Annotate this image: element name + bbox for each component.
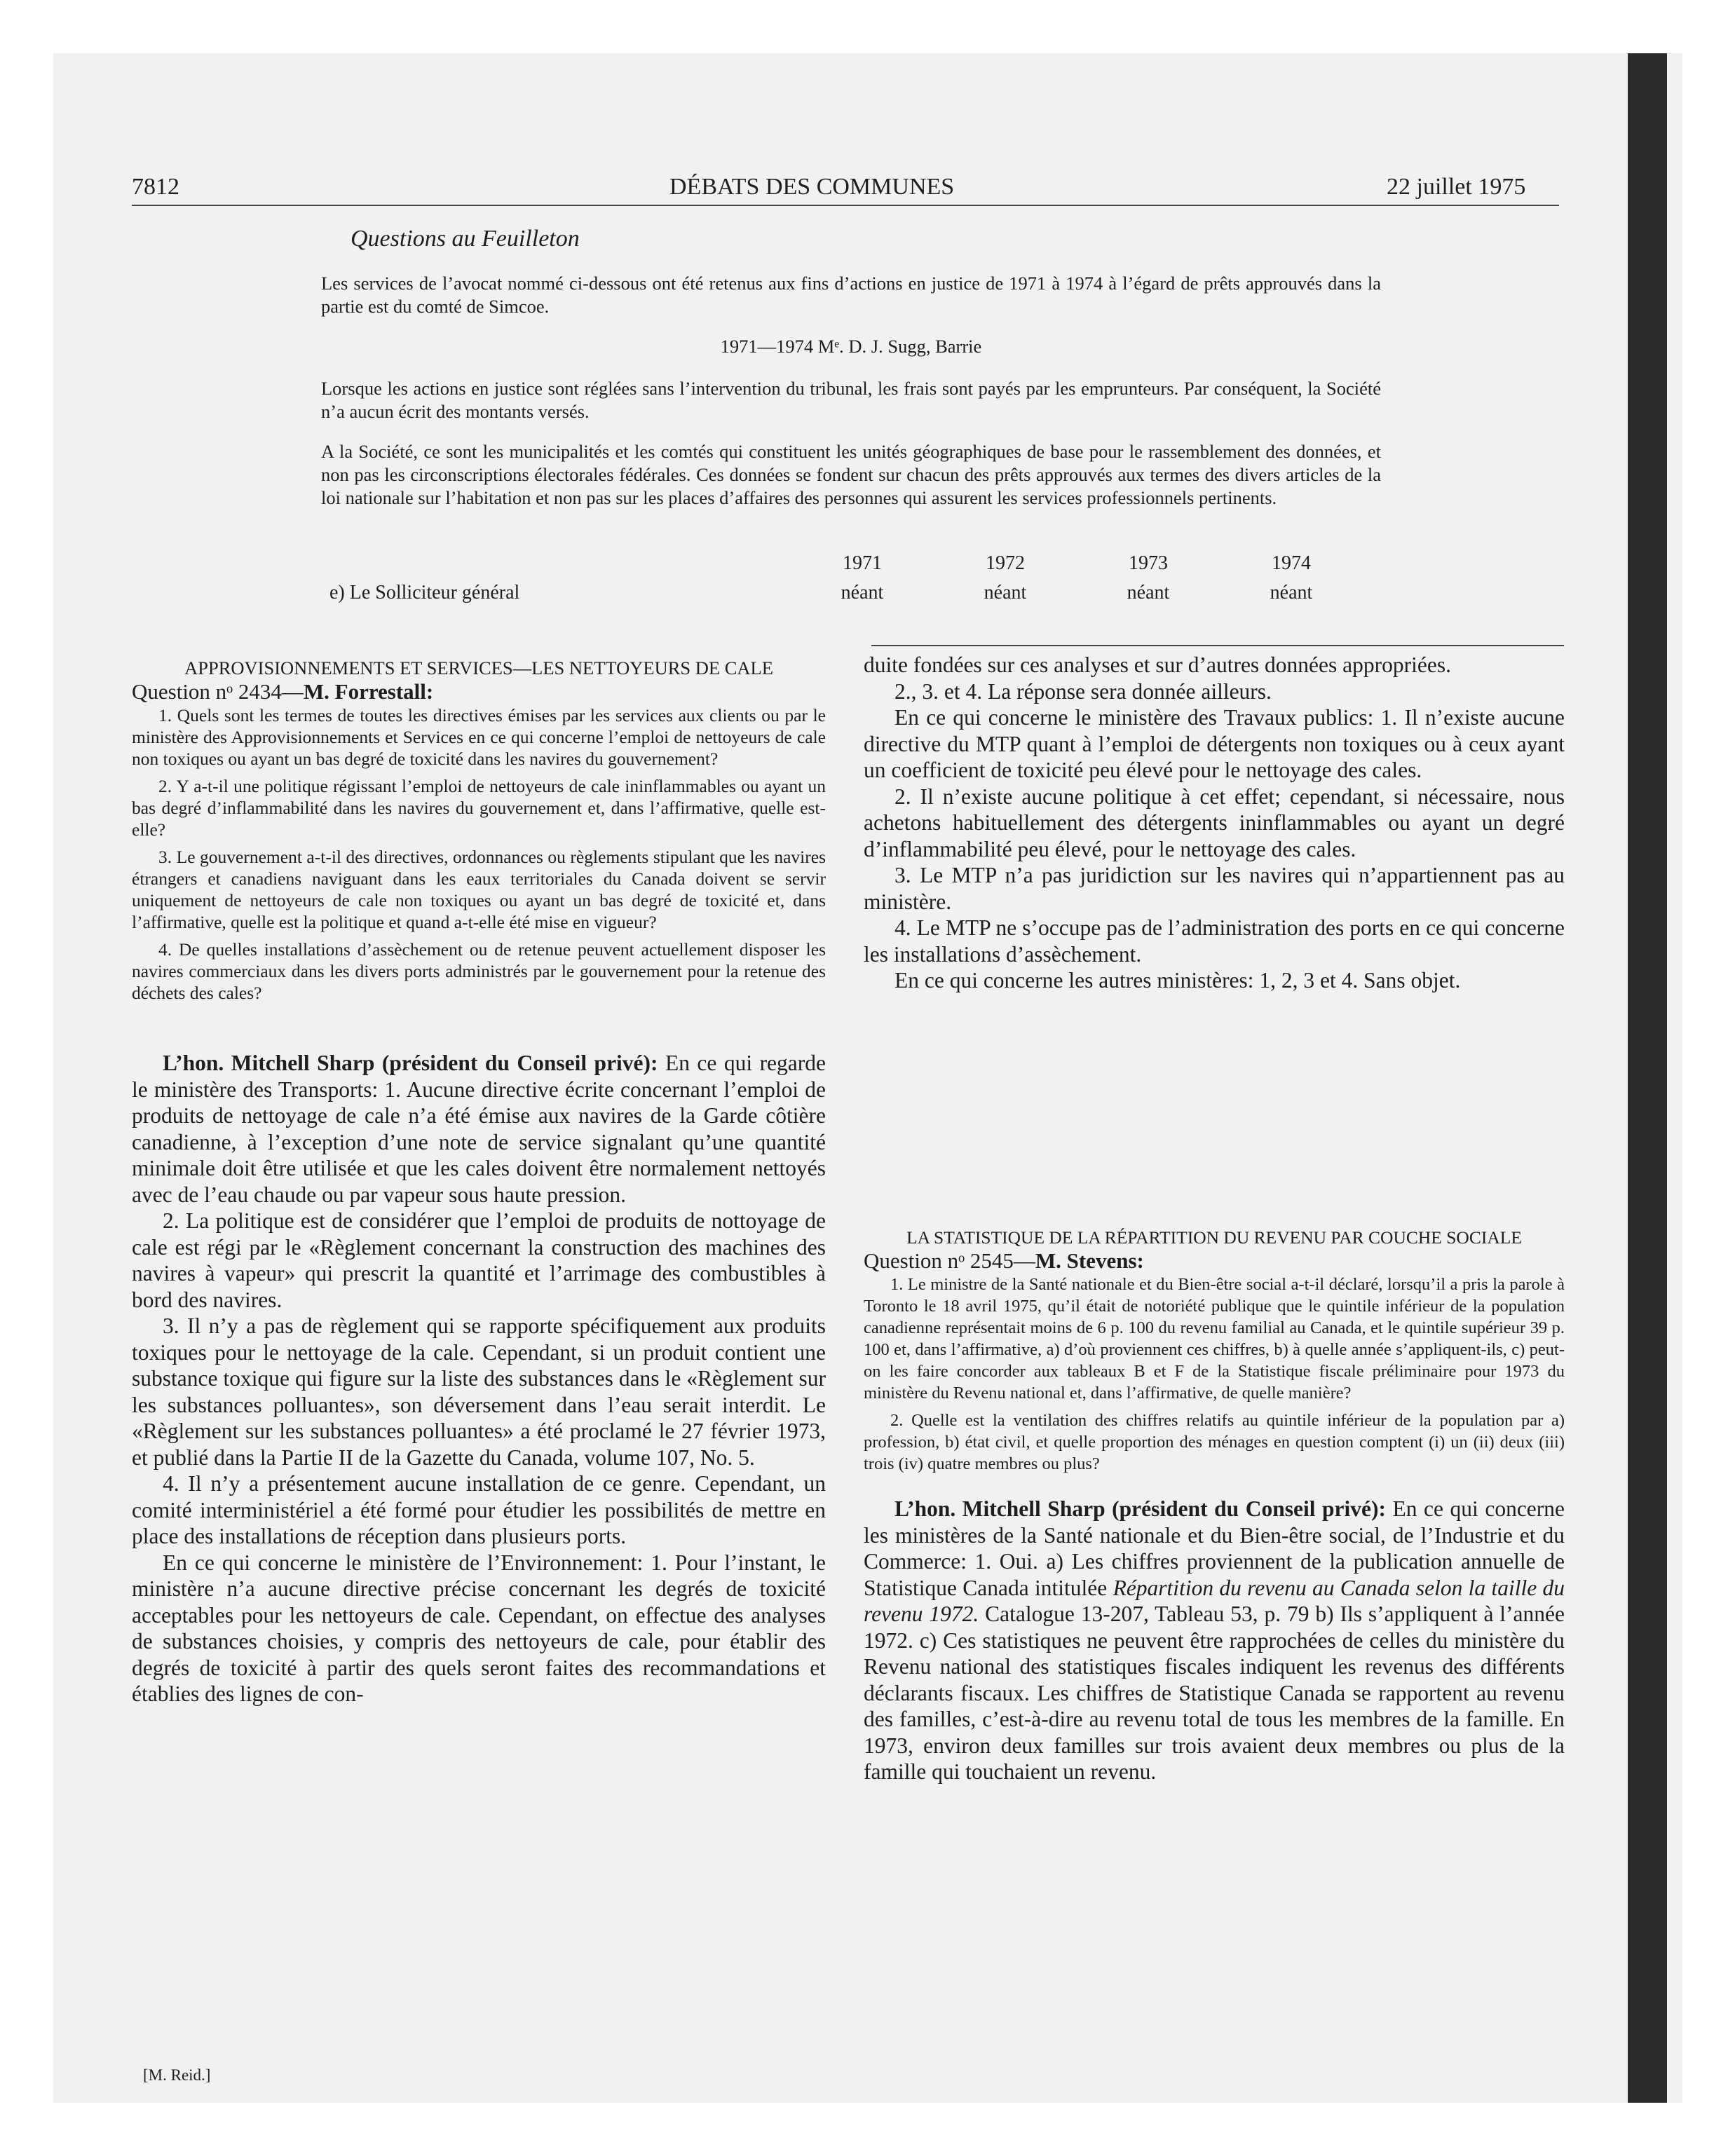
answer-text: En ce qui concerne les ministères de la Santé nationale et du Bien-être social, de l’Industrie et du Commerce: 1. Oui. a) Les chiffres proviennent de la publication annuelle de Statistique Canada intitulée <box>864 1496 1565 1600</box>
section-heading: LA STATISTIQUE DE LA RÉPARTITION DU REVENU PAR COUCHE SOCIALE <box>906 1227 1522 1248</box>
answer-text: Catalogue 13-207, Tableau 53, p. 79 b) Ils s’appliquent à l’année 1972. c) Ces statistiques ne peuvent être rapprochées de celles du ministère du Revenu national des statistiques fiscales indiquent les revenus des différents déclarants fiscaux. Les chiffres de Statistique Canada se rapportent au revenu des familles, c’est-à-dire au revenu total de tous les membres de la famille. En 1973, environ deux familles sur trois avaient deux membres ou plus de la famille qui touchaient un revenu. <box>864 1602 1565 1784</box>
table-cell: néant <box>841 582 884 603</box>
answer-paragraph: En ce qui concerne les autres ministères: 1, 2, 3 et 4. Sans objet. <box>894 968 1461 992</box>
paragraph: Lorsque les actions en justice sont réglées sans l’intervention du tribunal, les frais sont payés par les emprunteurs. Par conséquent, la Société n’a aucun écrit des montants versés. <box>321 378 1381 422</box>
answer-paragraph: En ce qui concerne le ministère de l’Environnement: 1. Pour l’instant, le ministère n’a aucune directive précise concernant les degrés de toxicité acceptables pour les nettoyeurs de cale. Cependant, on effectue des analyses de substances choisies, y compris des nettoyeurs de cale, pour établir des degrés de toxicité à partir des quels seront faites des recommandations et établies des lignes de con- <box>132 1550 826 1706</box>
answer-text: En ce qui regarde le ministère des Transports: 1. Aucune directive écrite concernant l’emploi de produits de nettoyage de cale n’a été émise aux navires de la Garde côtière canadienne, à l’exception d’une note de service signalant qu’une quantité minimale doit être utilisée et que les cales doivent être normalement nettoyés avec de l’eau chaude ou par vapeur sous haute pression. <box>132 1051 826 1207</box>
publication-title: Répartition du revenu au Canada selon la taille du revenu 1972. <box>864 1575 1565 1626</box>
right-column-lower <box>864 1227 1565 1785</box>
answer-paragraph <box>132 1050 826 1208</box>
table-cell: néant <box>984 582 1027 603</box>
question-number: Question nᵒ 2434— <box>132 679 304 704</box>
table-row-label: e) Le Solliciteur général <box>329 582 520 603</box>
left-column <box>132 657 826 1707</box>
right-column <box>864 652 1565 994</box>
question-item: 3. Le gouvernement a-t-il des directives, ordonnances ou règlements stipulant que les navires étrangers et canadiens naviguant dans les eaux territoriales du Canada doivent se servir uniquement de nettoyeurs de cale non toxiques ou ayant un bas degré de toxicité et, dans l’affirmative, quelle est la politique et quand a-t-elle été mise en vigueur? <box>132 847 826 932</box>
header-rule <box>132 205 1559 206</box>
paragraph: Les services de l’avocat nommé ci-dessous ont été retenus aux fins d’actions en justice de 1971 à 1974 à l’égard de prêts approuvés dans la partie est du comté de Simcoe. <box>321 273 1381 317</box>
question-item: 2. Quelle est la ventilation des chiffres relatifs au quintile inférieur de la population par a) profession, b) état civil, et quelle proportion des ménages en question comptent (i) un (ii) deux (iii) trois (iv) quatre membres ou plus? <box>864 1411 1565 1473</box>
speaker-name: L’hon. Mitchell Sharp (président du Conseil privé): <box>894 1496 1386 1521</box>
answer-paragraph: duite fondées sur ces analyses et sur d’autres données appropriées. <box>864 653 1451 677</box>
page-footer: [M. Reid.] <box>143 2066 211 2084</box>
question-item: 4. De quelles installations d’assèchement ou de retenue peuvent actuellement disposer les navires commerciaux dans les divers ports administrés par le gouvernement pour la retenue des déchets des cales? <box>132 939 826 1003</box>
lawyer-line: 1971—1974 Mᵉ. D. J. Sugg, Barrie <box>720 336 982 357</box>
table-year: 1972 <box>986 552 1025 574</box>
column-rule <box>871 645 1564 646</box>
page-number: 7812 <box>132 174 179 200</box>
answer-paragraph: 2., 3. et 4. La réponse sera donnée ailleurs. <box>894 678 1272 704</box>
section-title: Questions au Feuilleton <box>351 226 580 252</box>
answer-paragraph: En ce qui concerne le ministère des Travaux publics: 1. Il n’existe aucune directive du MTP quant à l’emploi de détergents non toxiques ou à ceux ayant un coefficient de toxicité peu élevé pour le nettoyage des cales. <box>864 705 1565 782</box>
question-heading <box>864 1248 1565 1274</box>
answer-paragraph <box>864 1496 1565 1785</box>
question-item: 1. Quels sont les termes de toutes les directives émises par les services aux clients ou par le ministère des Approvisionnements et Services en ce qui concerne l’emploi de nettoyeurs de cale non toxiques ou ayant un bas degré de toxicité dans les navires du gouvernement? <box>132 705 826 769</box>
speaker-name: L’hon. Mitchell Sharp (président du Conseil privé): <box>163 1051 658 1075</box>
question-author: M. Forrestall: <box>303 679 434 704</box>
table-cell: néant <box>1270 582 1313 603</box>
answer-paragraph: 3. Il n’y a pas de règlement qui se rapporte spécifiquement aux produits toxiques pour le nettoyage de la cale. Cependant, si un produit contient une substance toxique qui figure sur la liste des substances dans le «Règlement sur les substances polluantes», son déversement dans l’eau serait interdit. Le «Règlement sur les substances polluantes» a été proclamé le 27 février 1973, et publié dans la Partie II de la Gazette du Canada, volume 107, No. 5. <box>132 1314 826 1470</box>
answer-paragraph: 2. Il n’existe aucune politique à cet effet; cependant, si nécessaire, nous achetons habituellement des détergents ininflammables ou ayant un degré d’inflammabilité peu élevé, pour le nettoyage des cales. <box>864 784 1565 861</box>
page-date: 22 juillet 1975 <box>1387 174 1526 200</box>
question-heading <box>132 679 826 704</box>
answer-paragraph: 4. Il n’y a présentement aucune installation de ce genre. Cependant, un comité interministériel a été formé pour étudier les possibilités de mettre en place des installations de réception dans plusieurs ports. <box>132 1471 826 1548</box>
question-author: M. Stevens: <box>1035 1248 1144 1273</box>
section-heading: APPROVISIONNEMENTS ET SERVICES—LES NETTOYEURS DE CALE <box>184 657 773 678</box>
answer-paragraph: 2. La politique est de considérer que l’emploi de produits de nottoyage de cale est régi par le «Règlement concernant la construction des machines des navires à vapeur» qui prescrit la quantité et l’arrimage des combustibles à bord des navires. <box>132 1208 826 1312</box>
table-year: 1974 <box>1272 552 1311 574</box>
paragraph: A la Société, ce sont les municipalités et les comtés qui constituent les unités géographiques de base pour le rassemblement des données, et non pas les circonscriptions électorales fédérales. Ces données se fondent sur chacun des prêts approuvés aux termes des divers articles de la loi nationale sur l’habitation et non pas sur les places d’affaires des personnes qui assurent les services professionnels pertinents. <box>321 441 1381 508</box>
scan-edge-bar <box>1628 53 1667 2103</box>
question-item: 2. Y a-t-il une politique régissant l’emploi de nettoyeurs de cale ininflammables ou ayant un bas degré d’inflammabilité dans les navires du gouvernement et, dans l’affirmative, quelle est-elle? <box>132 776 826 840</box>
table-year: 1973 <box>1129 552 1168 574</box>
answer-paragraph: 4. Le MTP ne s’occupe pas de l’administration des ports en ce qui concerne les installations d’assèchement. <box>864 915 1565 967</box>
answer-paragraph: 3. Le MTP n’a pas juridiction sur les navires qui n’appartiennent pas au ministère. <box>864 863 1565 914</box>
table-year: 1971 <box>843 552 882 574</box>
journal-title: DÉBATS DES COMMUNES <box>669 174 955 200</box>
question-item: 1. Le ministre de la Santé nationale et du Bien-être social a-t-il déclaré, lorsqu’il a pris la parole à Toronto le 18 avril 1975, qu’il était de notoriété publique que le quintile inférieur de la population canadienne représentait moins de 6 p. 100 du revenu familial au Canada, et le quintile supérieur 39 p. 100 et, dans l’affirmative, a) d’où proviennent ces chiffres, b) à quelle année s’appliquent-ils, c) peut-on les faire concorder aux tableaux B et F de la Statistique fiscale préliminaire pour 1973 du ministère du Revenu national et, dans l’affirmative, de quelle manière? <box>864 1275 1565 1403</box>
table-cell: néant <box>1127 582 1170 603</box>
question-number: Question nᵒ 2545— <box>864 1248 1035 1273</box>
